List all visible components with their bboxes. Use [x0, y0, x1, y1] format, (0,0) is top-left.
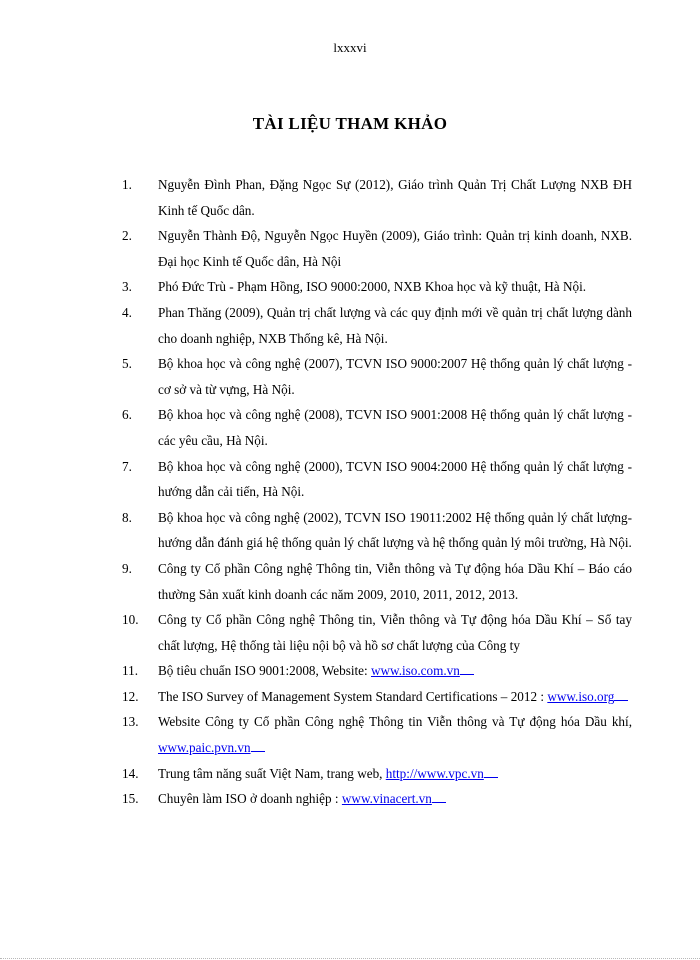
reference-text: Nguyễn Thành Độ, Nguyễn Ngọc Huyền (2009), Giáo trình: Quản trị kinh doanh, NXB. Đại học Kinh tế Quốc dân, Hà Nội [158, 228, 632, 269]
link-underline-tail [614, 687, 628, 701]
reference-number: 6. [122, 407, 132, 423]
link-underline-tail [484, 764, 498, 778]
reference-item [122, 607, 632, 658]
reference-item [122, 402, 632, 453]
reference-text: Nguyễn Đình Phan, Đặng Ngọc Sự (2012), Giáo trình Quản Trị Chất Lượng NXB ĐH Kinh tế Quốc dân. [158, 177, 632, 218]
reference-text: Bộ khoa học và công nghệ (2007), TCVN ISO 9000:2007 Hệ thống quản lý chất lượng - cơ sở và từ vựng, Hà Nội. [158, 356, 632, 397]
link-underline-tail [460, 661, 474, 675]
reference-link-paic-pvn-vn[interactable]: www.paic.pvn.vn [158, 740, 251, 756]
reference-number: 13. [122, 714, 139, 730]
reference-text: Bộ khoa học và công nghệ (2000), TCVN ISO 9004:2000 Hệ thống quản lý chất lượng - hướng dẫn cải tiến, Hà Nội. [158, 458, 632, 500]
reference-number: 15. [122, 791, 139, 807]
reference-item [122, 454, 632, 505]
reference-text: Phó Đức Trù - Phạm Hồng, ISO 9000:2000, NXB Khoa học và kỹ thuật, Hà Nội. [158, 279, 587, 295]
reference-number: 1. [122, 177, 132, 192]
reference-item [122, 709, 632, 760]
reference-number: 11. [122, 663, 138, 679]
reference-number: 2. [122, 228, 132, 244]
reference-item [122, 300, 632, 351]
reference-item [122, 172, 632, 223]
reference-item [122, 556, 632, 607]
reference-number: 9. [122, 560, 132, 576]
reference-text: Website Công ty Cổ phần Công nghệ Thông tin Viễn thông và Tự động hóa Dầu khí, [158, 714, 632, 730]
reference-link-iso-com-vn[interactable]: www.iso.com.vn [370, 663, 460, 679]
reference-text: Công ty Cổ phần Công nghệ Thông tin, Viễn thông và Tự động hóa Dầu Khí – Báo cáo thường Sản xuất kinh doanh các năm 2009, 2010, 2011, 2012, 2013. [158, 560, 632, 602]
reference-item [122, 786, 632, 812]
reference-number: 5. [122, 356, 132, 372]
reference-number: 12. [122, 688, 139, 704]
reference-item [122, 505, 632, 556]
page-bottom-divider [0, 958, 700, 959]
reference-text: Chuyên làm ISO ở doanh nghiệp : [158, 791, 342, 807]
reference-text: Bộ tiêu chuẩn ISO 9001:2008, Website: [158, 663, 371, 679]
reference-item [122, 223, 632, 274]
link-underline-tail [432, 789, 446, 803]
reference-text: Bộ khoa học và công nghệ (2002), TCVN ISO 19011:2002 Hệ thống quản lý chất lượng- hướng dẫn đánh giá hệ thống quản lý chất lượng và hệ thống quản lý môi trường, Hà Nội. [158, 509, 632, 551]
reference-number: 14. [122, 765, 139, 781]
reference-link-vpc-vn[interactable]: http://www.vpc.vn [385, 765, 484, 781]
reference-text: Bộ khoa học và công nghệ (2008), TCVN ISO 9001:2008 Hệ thống quản lý chất lượng - các yêu cầu, Hà Nội. [158, 407, 632, 448]
page-title: TÀI LIỆU THAM KHẢO [252, 114, 448, 133]
reference-link-iso-org[interactable]: www.iso.org [547, 688, 615, 704]
reference-item [122, 658, 632, 684]
reference-number: 4. [122, 304, 132, 320]
reference-item [122, 274, 632, 300]
reference-number: 10. [122, 612, 139, 628]
link-underline-tail [251, 738, 265, 752]
reference-link-vinacert-vn[interactable]: www.vinacert.vn [341, 791, 432, 807]
reference-text: Trung tâm năng suất Việt Nam, trang web, [158, 765, 386, 781]
page-number: lxxxvi [333, 40, 367, 55]
reference-text: Phan Thăng (2009), Quản trị chất lượng và các quy định mới về quản trị chất lượng dành cho doanh nghiệp, NXB Thống kê, Hà Nội. [158, 304, 632, 346]
reference-number: 3. [122, 279, 132, 295]
reference-number: 8. [122, 509, 132, 525]
reference-number: 7. [122, 458, 132, 474]
reference-item [122, 761, 632, 787]
reference-item [122, 684, 632, 710]
reference-list [122, 172, 632, 812]
reference-item [122, 351, 632, 402]
reference-text: The ISO Survey of Management System Standard Certifications – 2012 : [158, 688, 548, 704]
reference-text: Công ty Cổ phần Công nghệ Thông tin, Viễn thông và Tự động hóa Dầu Khí – Sổ tay chất lượng, Hệ thống tài liệu nội bộ và hồ sơ chất lượng của Công ty [158, 612, 632, 653]
